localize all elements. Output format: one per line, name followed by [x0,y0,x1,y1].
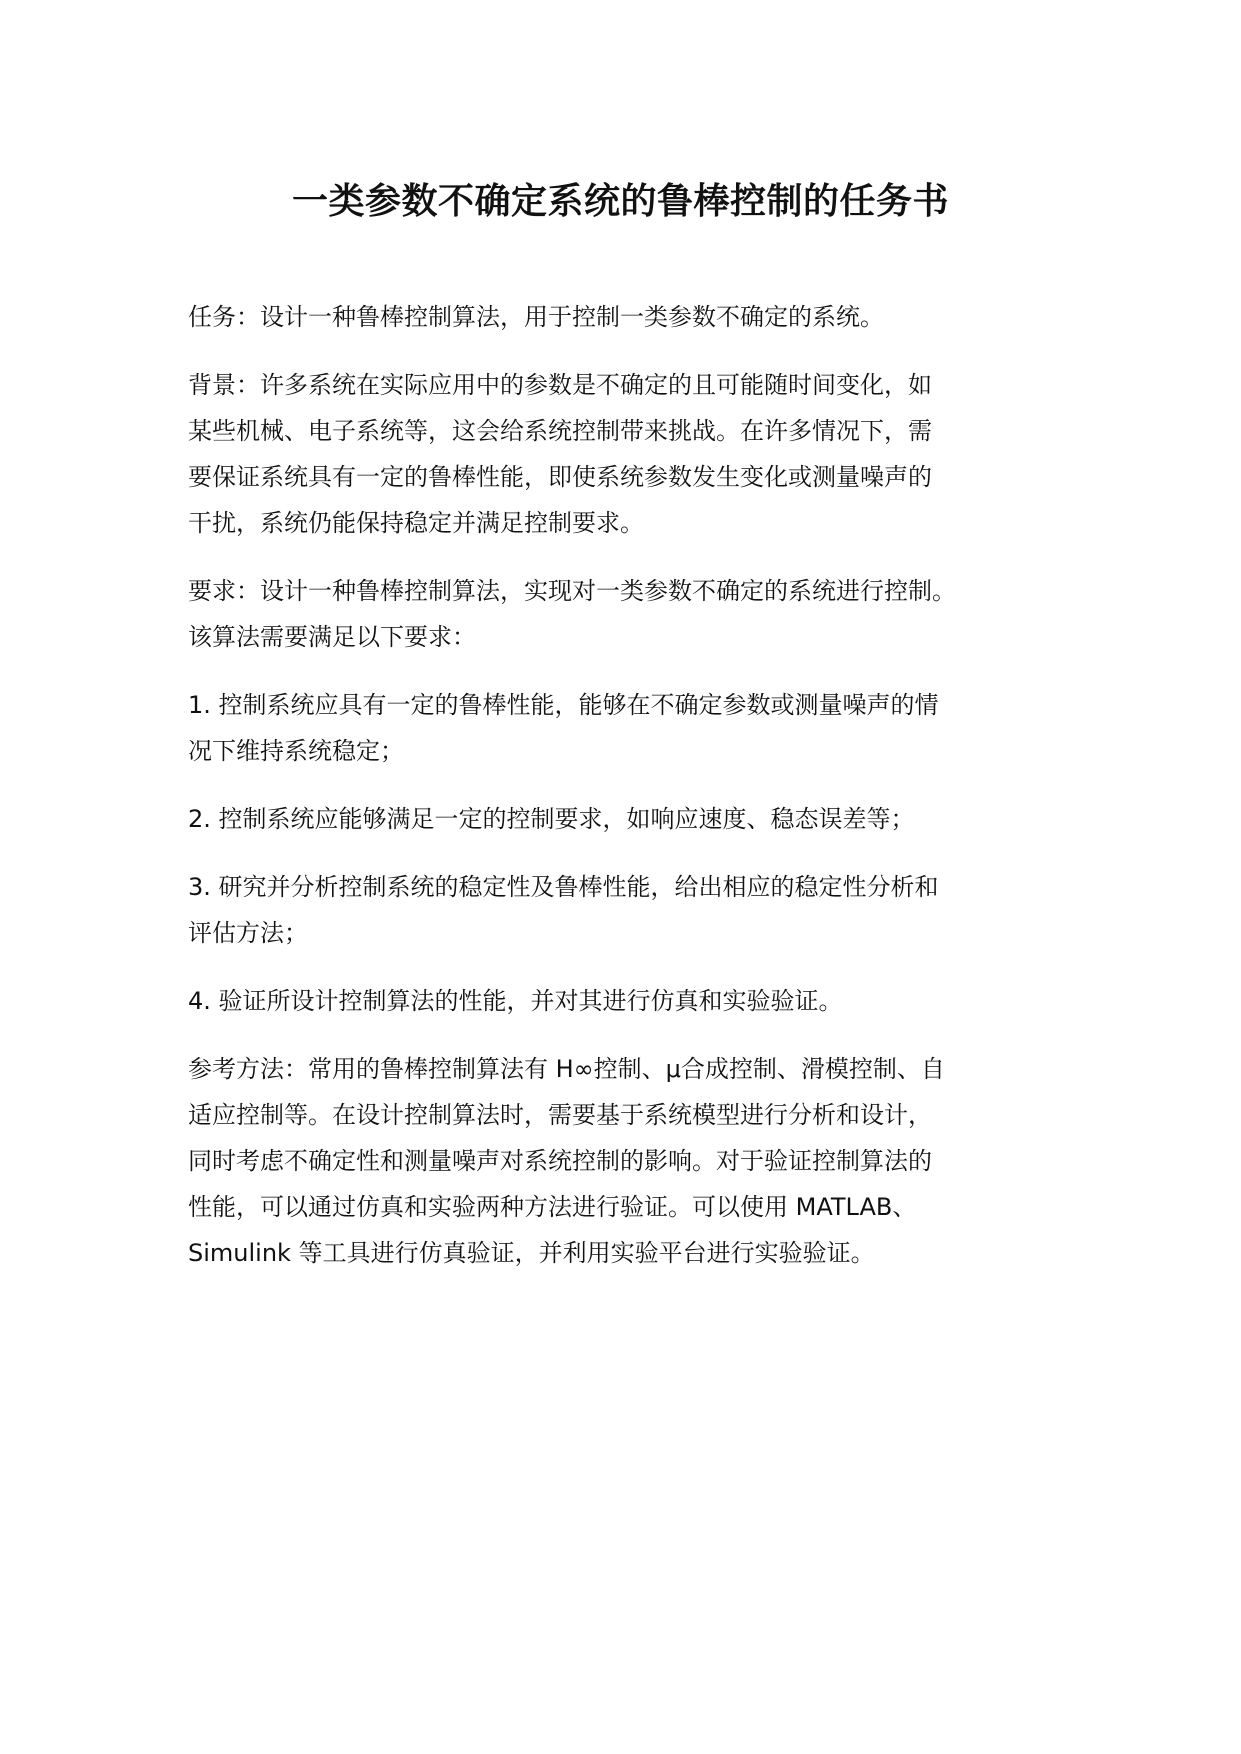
paragraph-line: 性能，可以通过仿真和实验两种方法进行验证。可以使用 MATLAB、 [188,1193,917,1221]
paragraph-line: 背景：许多系统在实际应用中的参数是不确定的且可能随时间变化，如 [188,371,932,399]
paragraph-line: 同时考虑不确定性和测量噪声对系统控制的影响。对于验证控制算法的 [188,1147,932,1175]
paragraph-requirements [188,568,1080,660]
paragraph-line: 2. 控制系统应能够满足一定的控制要求，如响应速度、稳态误差等； [188,805,915,833]
paragraph-background [188,362,1080,546]
paragraph-reference-methods [188,1046,1080,1276]
paragraph-line: 某些机械、电子系统等，这会给系统控制带来挑战。在许多情况下，需 [188,417,932,445]
requirement-item-1 [188,682,1080,774]
paragraph-line: 要求：设计一种鲁棒控制算法，实现对一类参数不确定的系统进行控制。 [188,577,956,605]
requirement-item-2 [188,796,1080,842]
paragraph-task [188,294,1080,340]
paragraph-line: 该算法需要满足以下要求： [188,623,476,651]
paragraph-line: 4. 验证所设计控制算法的性能，并对其进行仿真和实验验证。 [188,987,843,1015]
paragraph-line: 评估方法； [188,919,308,947]
paragraph-line: 参考方法：常用的鲁棒控制算法有 H∞控制、μ合成控制、滑模控制、自 [188,1055,945,1083]
paragraph-line: 干扰，系统仍能保持稳定并满足控制要求。 [188,509,644,537]
paragraph-line: 3. 研究并分析控制系统的稳定性及鲁棒性能，给出相应的稳定性分析和 [188,873,939,901]
paragraph-line: Simulink 等工具进行仿真验证，并利用实验平台进行实验验证。 [188,1239,875,1267]
requirement-item-3 [188,864,1080,956]
paragraph-line: 要保证系统具有一定的鲁棒性能，即使系统参数发生变化或测量噪声的 [188,463,932,491]
paragraph-line: 适应控制等。在设计控制算法时，需要基于系统模型进行分析和设计， [188,1101,932,1129]
paragraph-line: 况下维持系统稳定； [188,737,404,765]
document-body [188,294,1080,1298]
requirement-item-4 [188,978,1080,1024]
paragraph-line: 1. 控制系统应具有一定的鲁棒性能，能够在不确定参数或测量噪声的情 [188,691,939,719]
document-title: 一类参数不确定系统的鲁棒控制的任务书 [291,181,949,222]
paragraph-line: 任务：设计一种鲁棒控制算法，用于控制一类参数不确定的系统。 [188,303,884,331]
